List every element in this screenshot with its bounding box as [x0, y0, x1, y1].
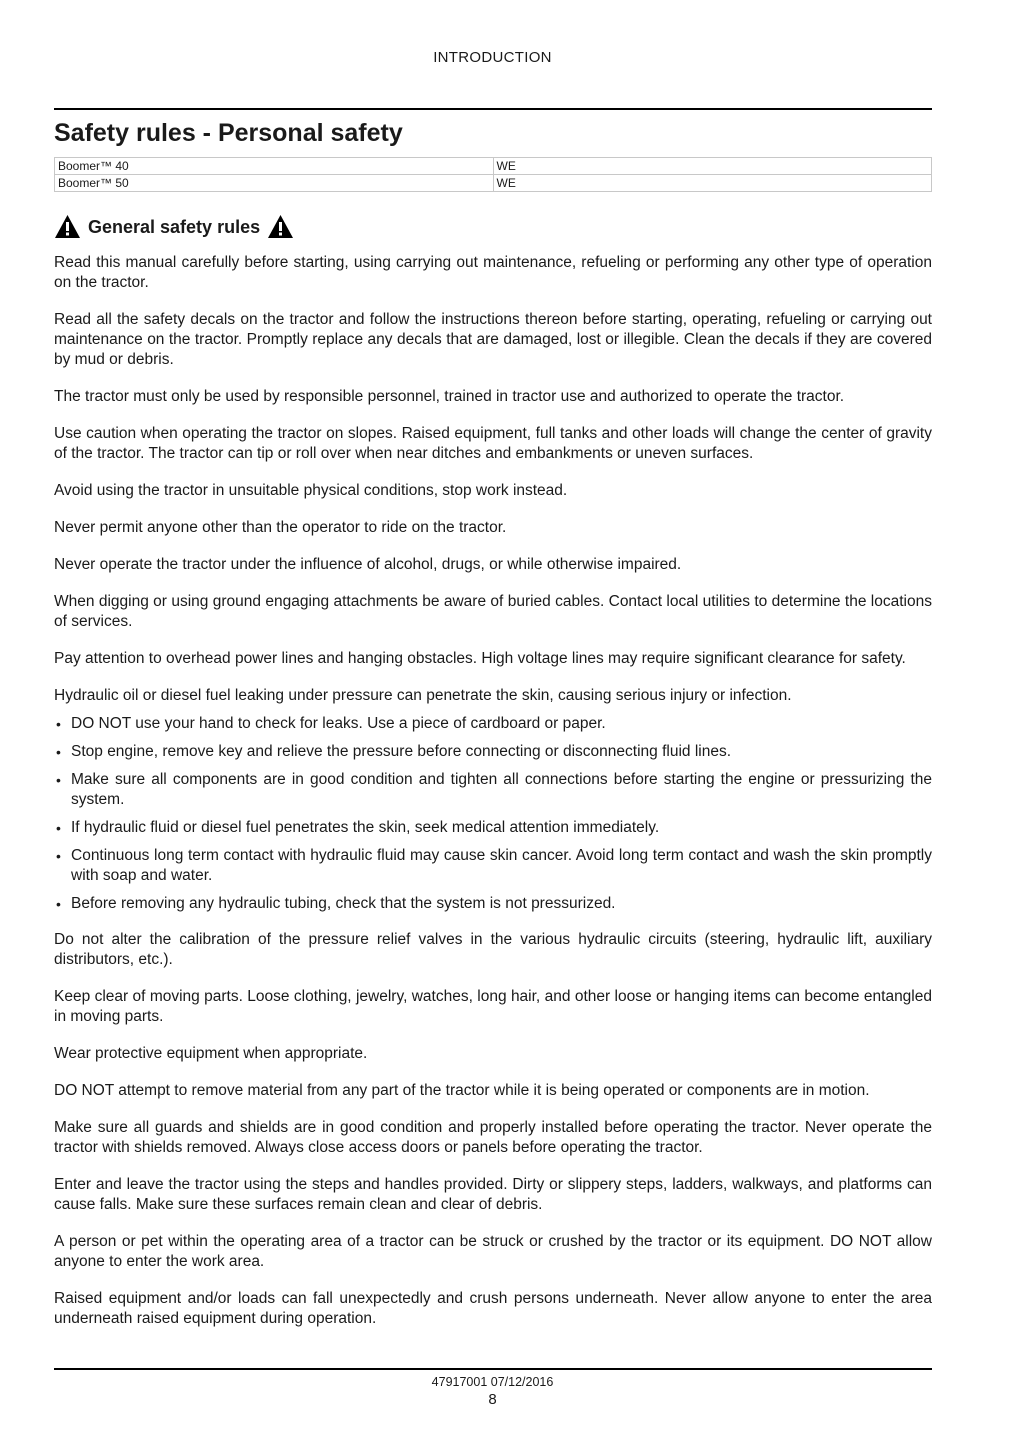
model-name: Boomer™ 50 — [55, 175, 494, 192]
table-row — [55, 175, 932, 192]
document-code: 47917001 07/12/2016 — [431, 1375, 554, 1389]
paragraph: Use caution when operating the tractor on slopes. Raised equipment, full tanks and other loads will change the center of gravity of the tractor. The tractor can tip or roll over when near ditches and embankments or uneven surfaces. — [54, 425, 932, 462]
bullet-icon: • — [56, 744, 61, 760]
page-header-section: INTRODUCTION — [433, 49, 552, 66]
page-content — [54, 108, 932, 1346]
paragraph: Keep clear of moving parts. Loose clothing, jewelry, watches, long hair, and other loose or hanging items can become entangled in moving parts. — [54, 988, 932, 1025]
list-item — [54, 894, 932, 914]
paragraph: Avoid using the tractor in unsuitable physical conditions, stop work instead. — [54, 482, 568, 499]
paragraph: Never permit anyone other than the operator to ride on the tractor. — [54, 519, 507, 536]
table-row — [55, 158, 932, 175]
bullet-icon: • — [56, 848, 61, 864]
list-item-text: Continuous long term contact with hydraulic fluid may cause skin cancer. Avoid long term contact and wash the skin promptly with soap and water. — [71, 847, 932, 884]
paragraph: Wear protective equipment when appropriate. — [54, 1045, 368, 1062]
page-number: 8 — [488, 1391, 497, 1408]
model-region: WE — [493, 158, 932, 175]
list-item-text: Make sure all components are in good condition and tighten all connections before starting the engine or pressurizing the system. — [71, 771, 932, 808]
models-table — [54, 157, 932, 192]
footer-rule — [54, 1368, 932, 1370]
model-name: Boomer™ 40 — [55, 158, 494, 175]
paragraph: Make sure all guards and shields are in good condition and properly installed before operating the tractor. Never operate the tractor with shields removed. Always close access doors or panels before operating the tractor. — [54, 1119, 932, 1156]
paragraph: Never operate the tractor under the influence of alcohol, drugs, or while otherwise impaired. — [54, 556, 682, 573]
list-item — [54, 742, 932, 762]
header-rule — [54, 108, 932, 110]
paragraph: Pay attention to overhead power lines and hanging obstacles. High voltage lines may require significant clearance for safety. — [54, 650, 906, 667]
bullet-list — [54, 714, 932, 914]
paragraph: Enter and leave the tractor using the steps and handles provided. Dirty or slippery steps, ladders, walkways, and platforms can cause falls. Make sure these surfaces remain clean and clear of debris. — [54, 1176, 932, 1213]
paragraph: Do not alter the calibration of the pressure relief valves in the various hydraulic circuits (steering, hydraulic lift, auxiliary distributors, etc.). — [54, 931, 932, 968]
bullet-icon: • — [56, 772, 61, 788]
list-item-text: If hydraulic fluid or diesel fuel penetrates the skin, seek medical attention immediately. — [71, 819, 660, 836]
bullet-icon: • — [56, 716, 61, 732]
bullet-icon: • — [56, 820, 61, 836]
page-title: Safety rules - Personal safety — [54, 119, 403, 147]
model-region: WE — [493, 175, 932, 192]
section-heading-text: General safety rules — [88, 216, 261, 237]
list-item-text: DO NOT use your hand to check for leaks. Use a piece of cardboard or paper. — [71, 715, 606, 732]
list-item — [54, 770, 932, 810]
list-item — [54, 818, 932, 838]
list-item-text: Before removing any hydraulic tubing, check that the system is not pressurized. — [71, 895, 616, 912]
warning-triangle-icon — [54, 214, 81, 239]
paragraph: DO NOT attempt to remove material from any part of the tractor while it is being operated or components are in motion. — [54, 1082, 870, 1099]
paragraph: The tractor must only be used by responsible personnel, trained in tractor use and authorized to operate the tractor. — [54, 388, 845, 405]
paragraph: Read all the safety decals on the tractor and follow the instructions thereon before starting, operating, refueling or carrying out maintenance on the tractor. Promptly replace any decals that are damaged, lost or illegible. Clean the decals if they are covered by mud or debris. — [54, 311, 932, 368]
hydraulic-intro: Hydraulic oil or diesel fuel leaking under pressure can penetrate the skin, causing serious injury or infection. — [54, 687, 792, 704]
list-item — [54, 846, 932, 886]
warning-triangle-icon — [267, 214, 294, 239]
paragraph: Raised equipment and/or loads can fall unexpectedly and crush persons underneath. Never allow anyone to enter the area underneath raised equipment during operation. — [54, 1290, 932, 1327]
paragraph: A person or pet within the operating area of a tractor can be struck or crushed by the tractor or its equipment. DO NOT allow anyone to enter the work area. — [54, 1233, 932, 1270]
paragraph: Read this manual carefully before starting, using carrying out maintenance, refueling or performing any other type of operation on the tractor. — [54, 254, 932, 291]
bullet-icon: • — [56, 896, 61, 912]
list-item-text: Stop engine, remove key and relieve the pressure before connecting or disconnecting fluid lines. — [71, 743, 732, 760]
list-item — [54, 714, 932, 734]
section-heading — [54, 214, 932, 239]
paragraph: When digging or using ground engaging attachments be aware of buried cables. Contact local utilities to determine the locations of services. — [54, 593, 932, 630]
